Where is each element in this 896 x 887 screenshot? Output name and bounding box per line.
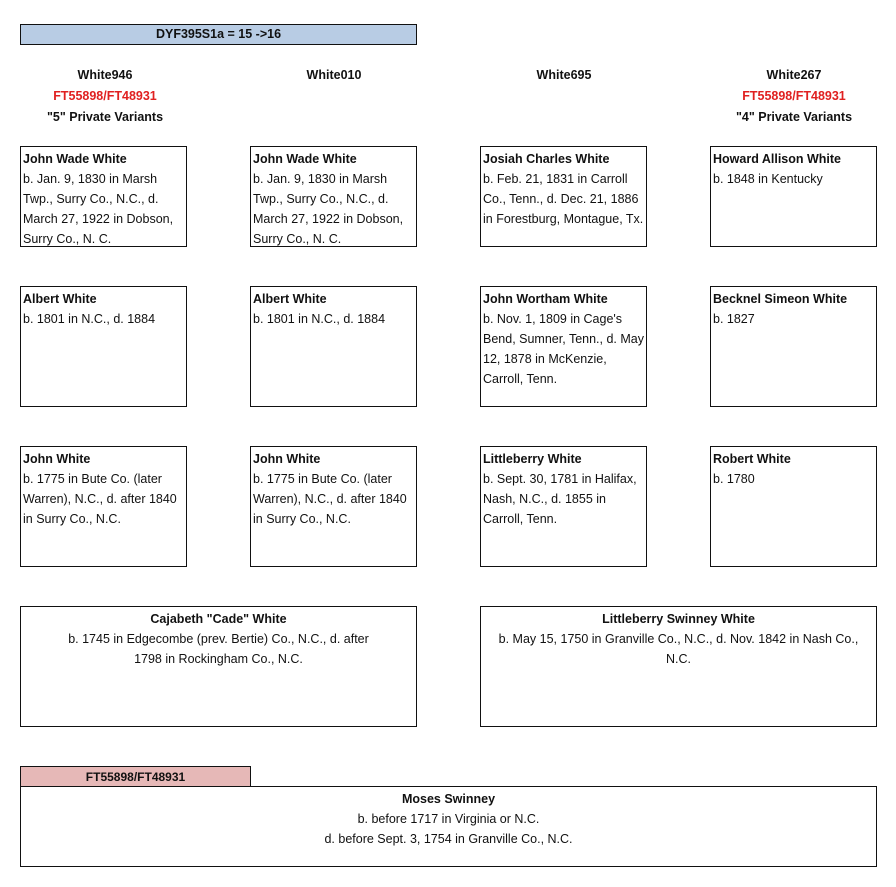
private-variants-label: "5" Private Variants <box>46 110 164 124</box>
person-details: b. 1775 in Bute Co. (later Warren), N.C., d. after 1840 in Surry Co., N.C. <box>253 472 407 526</box>
person-box <box>250 286 417 407</box>
person-box <box>710 146 877 247</box>
person-box <box>250 446 417 567</box>
person-details: b. 1745 in Edgecombe (prev. Bertie) Co., N.C., d. after 1798 in Rockingham Co., N.C. <box>68 632 369 666</box>
person-name: John White <box>23 452 91 466</box>
kit-label: White267 <box>766 68 822 82</box>
person-details: b. Jan. 9, 1830 in Marsh Twp., Surry Co., N.C., d. March 27, 1922 in Dobson, Surry Co., N. C. <box>23 172 174 246</box>
person-box <box>20 146 187 247</box>
person-name: Robert White <box>713 452 791 466</box>
person-box-merged <box>480 606 877 727</box>
kit-label: White695 <box>536 68 592 82</box>
person-details: b. 1775 in Bute Co. (later Warren), N.C., d. after 1840 in Surry Co., N.C. <box>23 472 177 526</box>
ancestor-death: d. before Sept. 3, 1754 in Granville Co., N.C. <box>324 832 573 846</box>
person-name: John Wade White <box>253 152 357 166</box>
person-details: b. 1827 <box>713 312 755 326</box>
ancestor-variant-tag: FT55898/FT48931 <box>20 766 251 786</box>
person-details: b. Sept. 30, 1781 in Halifax, Nash, N.C., d. 1855 in Carroll, Tenn. <box>483 472 637 526</box>
person-box <box>480 146 647 247</box>
person-name: Becknel Simeon White <box>713 292 848 306</box>
haplogroup-banner: DYF395S1a = 15 ->16 <box>20 24 417 45</box>
person-name: Cajabeth "Cade" White <box>150 612 287 626</box>
column-header-4 <box>694 65 894 128</box>
person-name: Albert White <box>23 292 97 306</box>
person-name: Littleberry Swinney White <box>602 612 755 626</box>
person-name: Littleberry White <box>483 452 582 466</box>
person-details: b. Jan. 9, 1830 in Marsh Twp., Surry Co., N.C., d. March 27, 1922 in Dobson, Surry Co., N. C. <box>253 172 404 246</box>
column-header-3 <box>464 65 664 86</box>
person-details: b. May 15, 1750 in Granville Co., N.C., d. Nov. 1842 in Nash Co., N.C. <box>498 632 859 666</box>
person-name: John Wortham White <box>483 292 608 306</box>
kit-label: White946 <box>77 68 133 82</box>
person-details: b. 1780 <box>713 472 755 486</box>
person-name: John White <box>253 452 321 466</box>
private-variants-label: "4" Private Variants <box>735 110 853 124</box>
column-header-2 <box>234 65 434 86</box>
person-box <box>20 446 187 567</box>
person-name: Josiah Charles White <box>483 152 610 166</box>
person-box <box>480 286 647 407</box>
person-box <box>250 146 417 247</box>
person-box <box>710 286 877 407</box>
person-details: b. 1848 in Kentucky <box>713 172 823 186</box>
variant-label: FT55898/FT48931 <box>742 89 846 103</box>
person-details: b. Feb. 21, 1831 in Carroll Co., Tenn., d. Dec. 21, 1886 in Forestburg, Montague, Tx. <box>483 172 644 226</box>
person-name: Albert White <box>253 292 327 306</box>
person-name: John Wade White <box>23 152 127 166</box>
column-header-1 <box>5 65 205 128</box>
person-box <box>480 446 647 567</box>
person-details: b. Nov. 1, 1809 in Cage's Bend, Sumner, Tenn., d. May 12, 1878 in McKenzie, Carroll, Tenn. <box>483 312 644 386</box>
person-name: Howard Allison White <box>713 152 842 166</box>
person-box-merged <box>20 606 417 727</box>
person-details: b. 1801 in N.C., d. 1884 <box>253 312 386 326</box>
kit-label: White010 <box>306 68 362 82</box>
ancestor-birth: b. before 1717 in Virginia or N.C. <box>357 812 540 826</box>
variant-label: FT55898/FT48931 <box>53 89 157 103</box>
person-box <box>20 286 187 407</box>
person-box <box>710 446 877 567</box>
ancestor-box <box>20 786 877 867</box>
ancestor-name: Moses Swinney <box>401 792 496 806</box>
person-details: b. 1801 in N.C., d. 1884 <box>23 312 156 326</box>
